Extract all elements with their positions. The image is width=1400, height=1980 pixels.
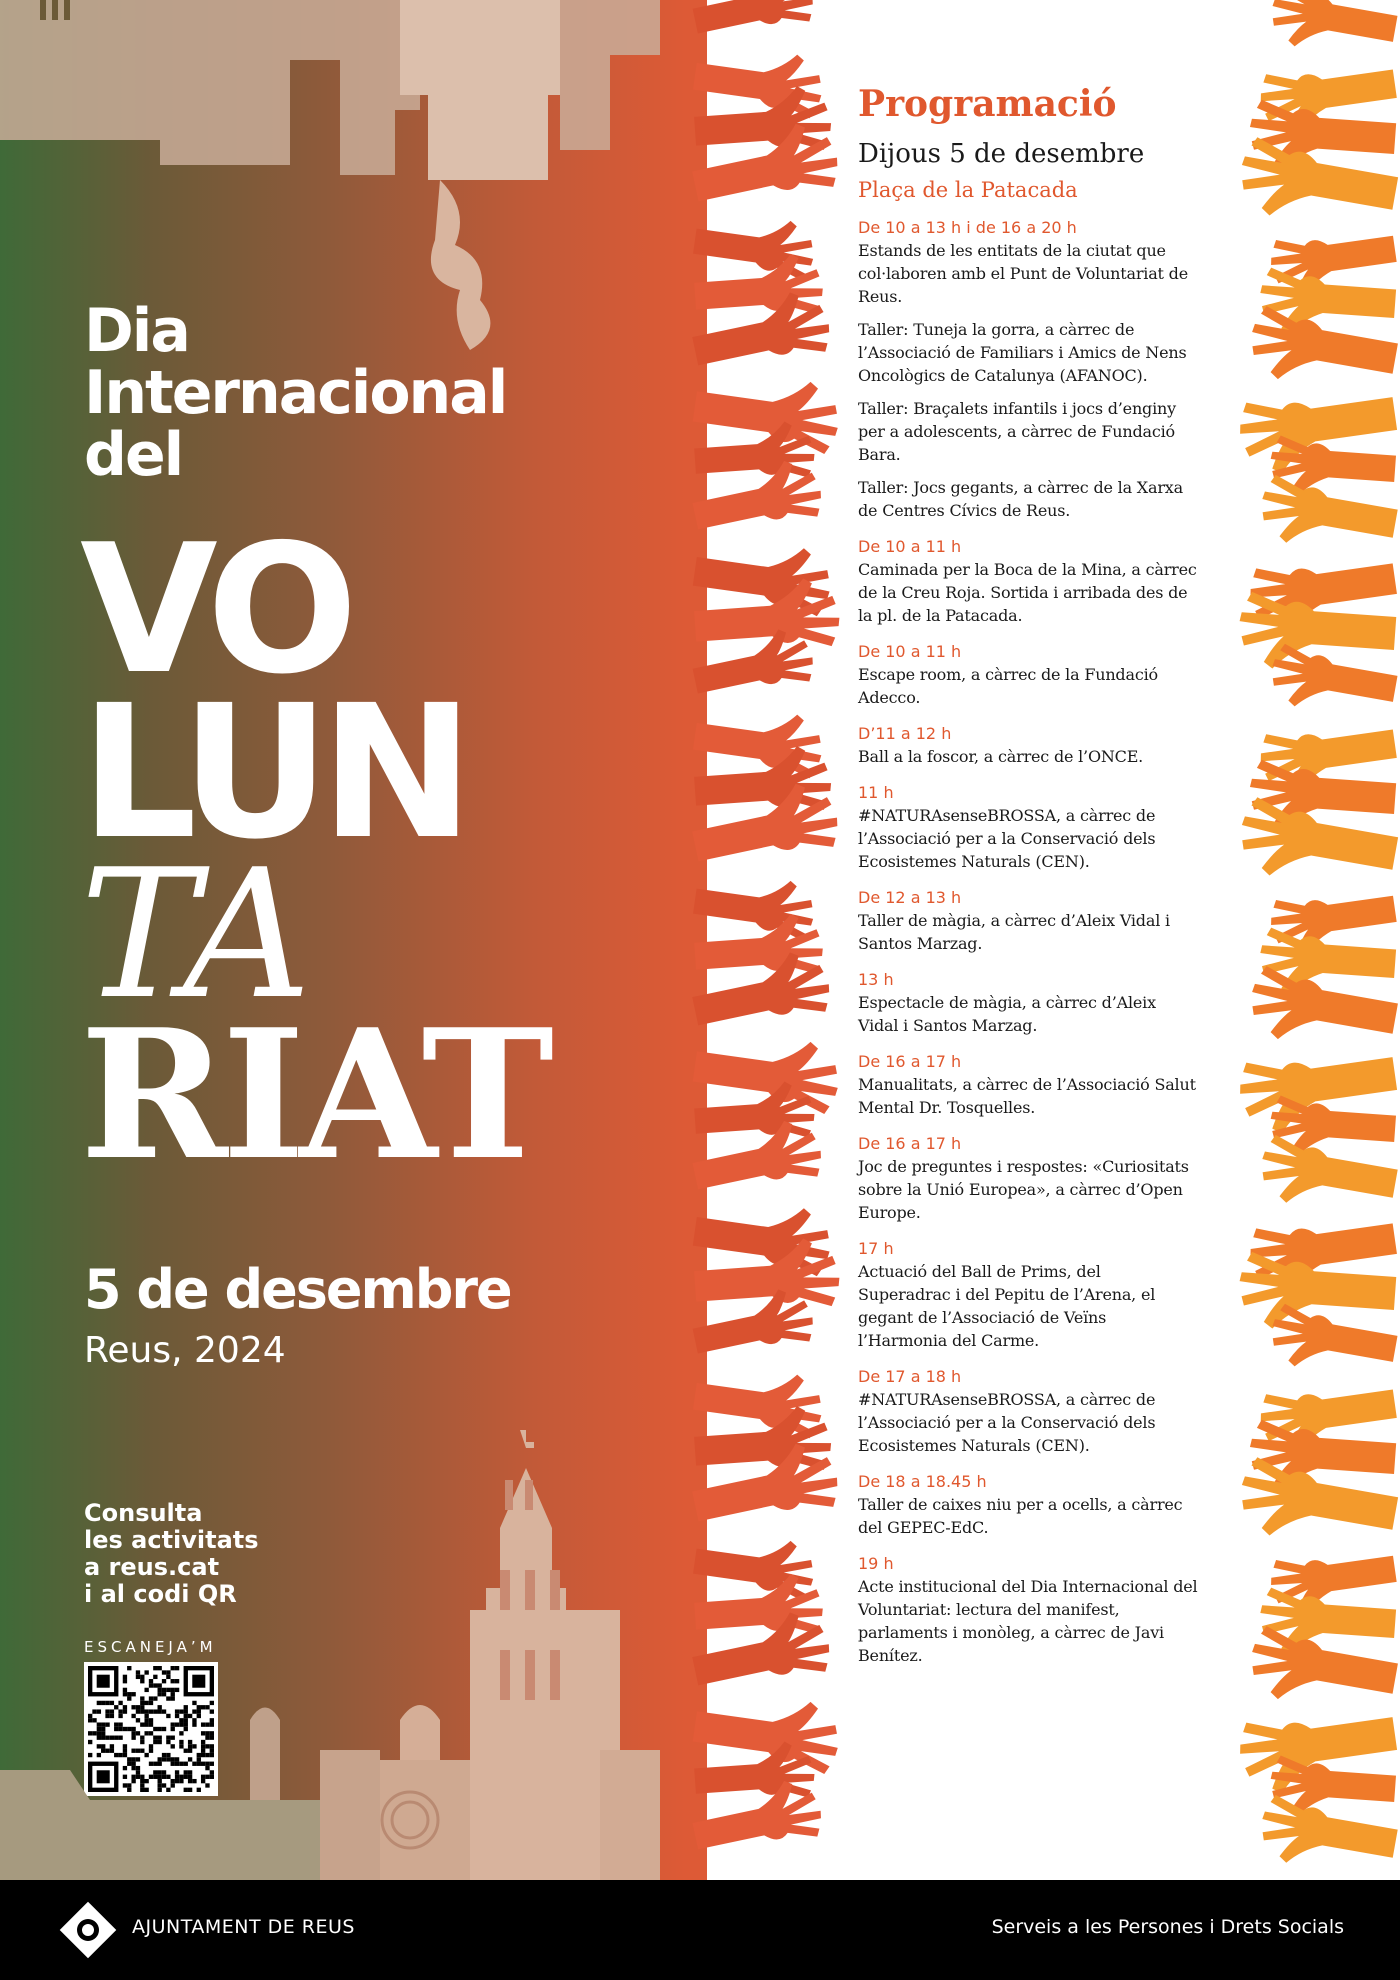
hands-left-decoration [685, 0, 845, 1880]
footer-bar [0, 1880, 1400, 1980]
event-time: 17 h [858, 1239, 894, 1258]
event-time: De 12 a 13 h [858, 888, 962, 907]
reus-shield-icon [56, 1898, 120, 1962]
event-text: Taller de caixes niu per a ocells, a càrrec del GEPEC-EdC. [858, 1495, 1183, 1537]
event-text: Taller: Jocs gegants, a càrrec de la Xarxa de Centres Cívics de Reus. [858, 478, 1183, 520]
footer-organization: AJUNTAMENT DE REUS [132, 1916, 355, 1938]
event-time: De 17 a 18 h [858, 1367, 962, 1386]
title-line-3: del [84, 420, 183, 490]
event-block [858, 216, 1198, 522]
event-text: Caminada per la Boca de la Mina, a càrrec de la Creu Roja. Sortida i arribada des de la pl. de la Patacada. [858, 560, 1197, 625]
event-date: 5 de desembre [84, 1258, 511, 1321]
event-block [858, 535, 1198, 627]
big-word-riat: RIAT [80, 990, 549, 1199]
event-text: Taller de màgia, a càrrec d’Aleix Vidal i Santos Marzag. [858, 911, 1170, 953]
big-word-lun: LUN [80, 666, 465, 880]
event-text: Manualitats, a càrrec de l’Associació Salut Mental Dr. Tosquelles. [858, 1075, 1196, 1117]
event-block [858, 1470, 1198, 1539]
event-time: 19 h [858, 1554, 894, 1573]
event-time: 13 h [858, 970, 894, 989]
event-block [858, 1237, 1198, 1352]
consult-line-4: i al codi QR [84, 1580, 237, 1608]
event-place-year: Reus, 2024 [84, 1330, 286, 1371]
event-text: Taller: Tuneja la gorra, a càrrec de l’Associació de Familiars i Amics de Nens Oncològics de Catalunya (AFANOC). [858, 320, 1187, 385]
event-text: Escape room, a càrrec de la Fundació Adecco. [858, 665, 1158, 707]
program-column [858, 82, 1198, 1680]
program-place: Plaça de la Patacada [858, 178, 1078, 202]
event-time: D’11 a 12 h [858, 724, 952, 743]
skyline-bottom-silhouette [0, 1420, 685, 1880]
big-word-ta: TA [80, 831, 306, 1038]
event-text: Estands de les entitats de la ciutat que col·laboren amb el Punt de Voluntariat de Reus. [858, 241, 1188, 306]
event-text: #NATURAsenseBROSSA, a càrrec de l’Associació per a la Conservació dels Ecosistemes Naturals (CEN). [858, 1390, 1156, 1455]
event-time: De 10 a 11 h [858, 537, 962, 556]
title-line-2: Internacional [84, 358, 507, 428]
consult-line-3: a reus.cat [84, 1553, 220, 1581]
event-text: #NATURAsenseBROSSA, a càrrec de l’Associació per a la Conservació dels Ecosistemes Naturals (CEN). [858, 806, 1156, 871]
program-day: Dijous 5 de desembre [858, 139, 1145, 169]
poster-title [84, 296, 507, 490]
event-block [858, 1050, 1198, 1119]
event-block [858, 1365, 1198, 1457]
event-block [858, 722, 1198, 768]
consult-line-1: Consulta [84, 1499, 203, 1527]
event-text: Espectacle de màgia, a càrrec d’Aleix Vidal i Santos Marzag. [858, 993, 1156, 1035]
event-time: De 16 a 17 h [858, 1134, 962, 1153]
event-block [858, 1552, 1198, 1667]
event-block [858, 968, 1198, 1037]
event-time: De 18 a 18.45 h [858, 1472, 987, 1491]
event-time: De 16 a 17 h [858, 1052, 962, 1071]
event-time: De 10 a 13 h i de 16 a 20 h [858, 218, 1077, 237]
scan-label: ESCANEJA’M [84, 1638, 217, 1656]
event-text-final: Acte institucional del Dia Internacional del Voluntariat: lectura del manifest, parlaments i monòleg, a càrrec de Javi Benítez. [858, 1577, 1198, 1665]
event-text: Joc de preguntes i respostes: «Curiositats sobre la Unió Europea», a càrrec d’Open Europe. [858, 1157, 1189, 1222]
poster-panel [0, 0, 685, 1880]
event-time: De 10 a 11 h [858, 642, 962, 661]
title-line-1: Dia [84, 296, 189, 366]
big-word-vo: VO [80, 506, 350, 713]
event-block [858, 1132, 1198, 1224]
event-text: Actuació del Ball de Prims, del Superadrac i del Pepitu de l’Arena, el gegant de l’Associació de Veïns l’Harmonia del Carme. [858, 1262, 1156, 1350]
event-block [858, 886, 1198, 955]
event-block [858, 781, 1198, 873]
event-text: Taller: Braçalets infantils i jocs d’enginy per a adolescents, a càrrec de Fundació Bara. [858, 399, 1176, 464]
event-time: 11 h [858, 783, 894, 802]
consult-line-2: les activitats [84, 1526, 259, 1554]
event-text: Ball a la foscor, a càrrec de l’ONCE. [858, 747, 1144, 766]
event-block [858, 640, 1198, 709]
footer-department: Serveis a les Persones i Drets Socials [991, 1916, 1344, 1938]
hands-right-decoration [1190, 0, 1400, 1880]
program-title: Programació [858, 83, 1117, 125]
